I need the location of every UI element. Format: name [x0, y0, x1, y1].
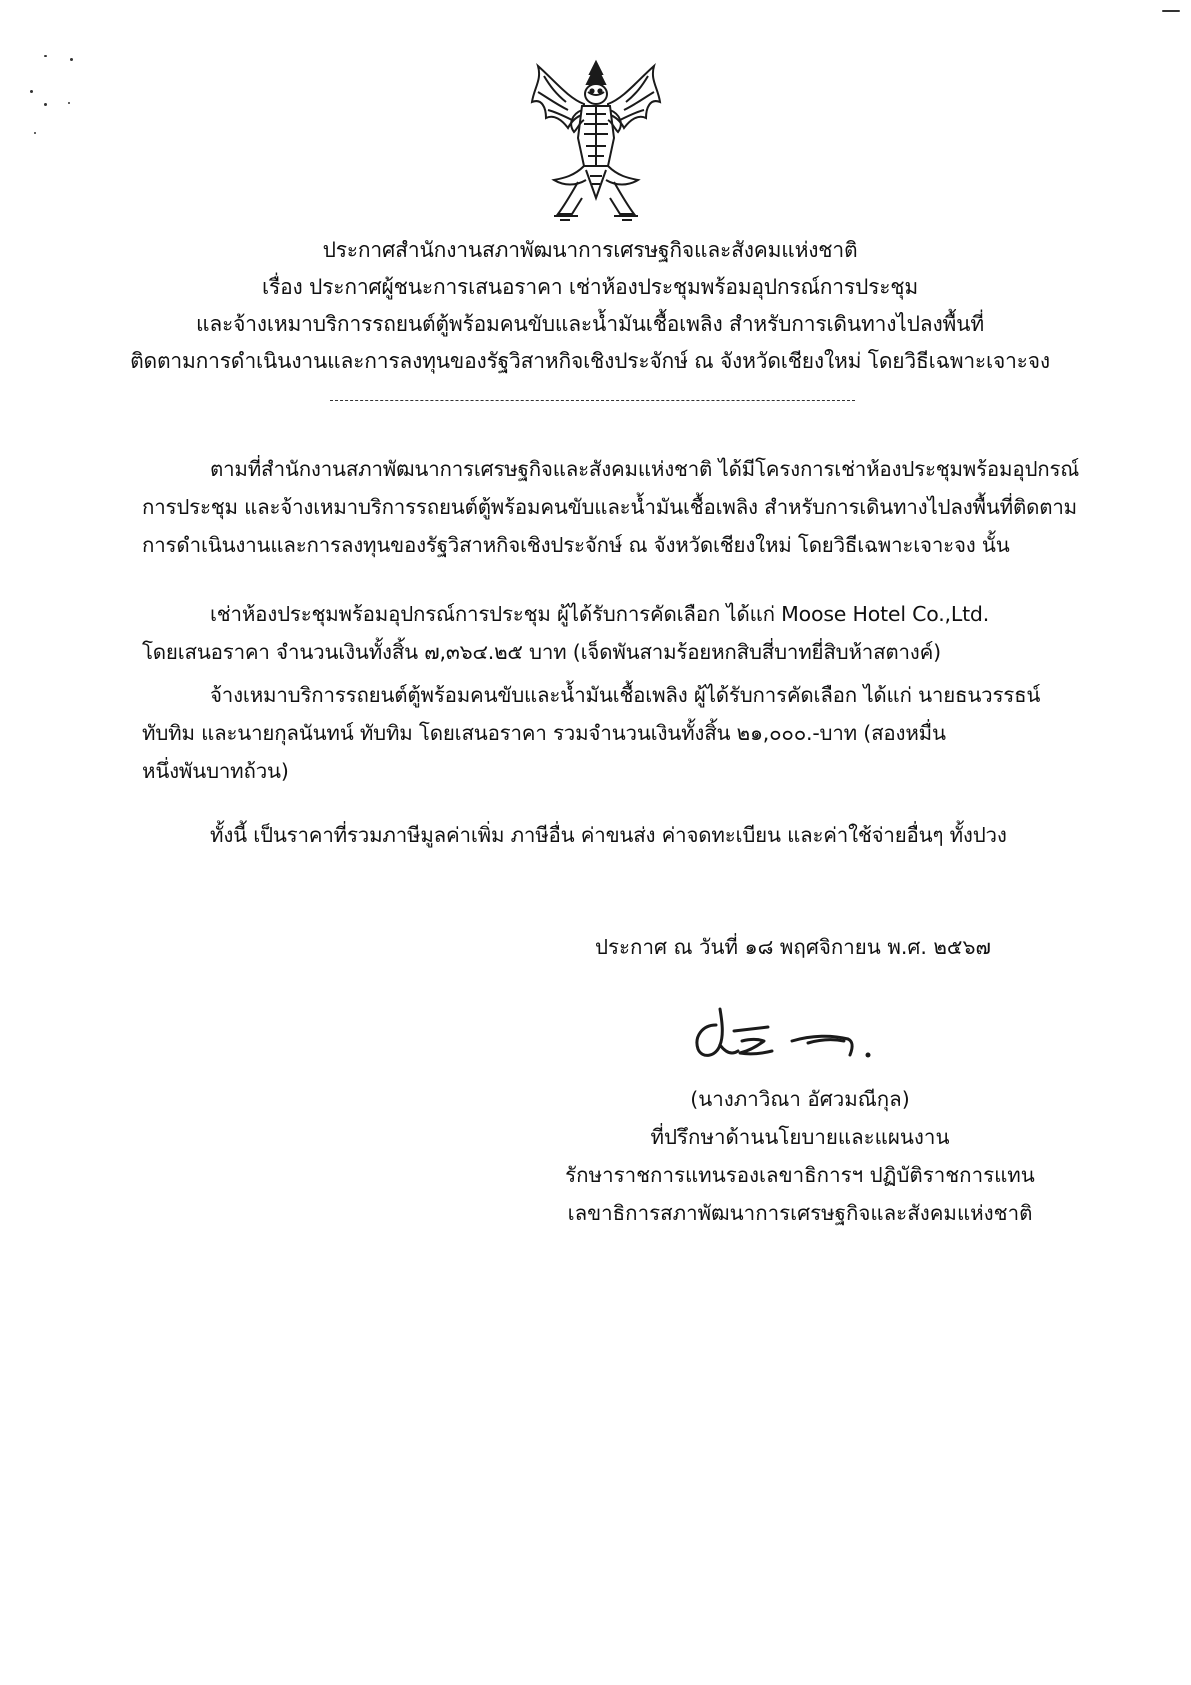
- header-subject-cont-1: และจ้างเหมาบริการรถยนต์ตู้พร้อมคนขับและน้ำมันเชื้อเพลิง สำหรับการเดินทางไปลงพื้นที่: [196, 312, 984, 336]
- text-line: โดยเสนอราคา จำนวนเงินทั้งสิ้น ๗,๓๖๔.๒๕ บาท (เจ็ดพันสามร้อยหกสิบสี่บาทยี่สิบห้าสตางค์): [142, 640, 941, 664]
- signer-position: ที่ปรึกษาด้านนโยบายและแผนงาน: [650, 1125, 950, 1149]
- handwritten-signature: [672, 995, 922, 1075]
- paragraph-price-inclusion: [142, 816, 1052, 854]
- garuda-emblem-icon: [524, 58, 669, 223]
- announcement-date: ประกาศ ณ วันที่ ๑๘ พฤศจิกายน พ.ศ. ๒๕๖๗: [595, 935, 991, 959]
- announcement-header: [120, 232, 1060, 380]
- text-line: ตามที่สำนักงานสภาพัฒนาการเศรษฐกิจและสังคมแห่งชาติ ได้มีโครงการเช่าห้องประชุมพร้อมอุปกรณ์: [210, 457, 1080, 481]
- paragraph-meeting-room-award: [142, 595, 1052, 671]
- text-line: ทั้งนี้ เป็นราคาที่รวมภาษีมูลค่าเพิ่ม ภาษีอื่น ค่าขนส่ง ค่าจดทะเบียน และค่าใช้จ่ายอื่นๆ ทั้งปวง: [210, 823, 1007, 847]
- signer-block: [560, 1080, 1040, 1232]
- header-subject-cont-2: ติดตามการดำเนินงานและการลงทุนของรัฐวิสาหกิจเชิงประจักษ์ ณ จังหวัดเชียงใหม่ โดยวิธีเฉพาะเจาะจง: [130, 349, 1050, 373]
- text-line: จ้างเหมาบริการรถยนต์ตู้พร้อมคนขับและน้ำมันเชื้อเพลิง ผู้ได้รับการคัดเลือก ได้แก่ นายธนวรรธน์: [210, 683, 1041, 707]
- header-subject: เรื่อง ประกาศผู้ชนะการเสนอราคา เช่าห้องประชุมพร้อมอุปกรณ์การประชุม: [262, 275, 918, 299]
- text-line: หนึ่งพันบาทถ้วน): [142, 759, 289, 783]
- text-line: เช่าห้องประชุมพร้อมอุปกรณ์การประชุม ผู้ได้รับการคัดเลือก ได้แก่ Moose Hotel Co.,Ltd.: [210, 602, 990, 626]
- text-line: การประชุม และจ้างเหมาบริการรถยนต์ตู้พร้อมคนขับและน้ำมันเชื้อเพลิง สำหรับการเดินทางไปลงพื้นที่ติดตาม: [142, 495, 1077, 519]
- text-line: ทับทิม และนายกุลนันทน์ ทับทิม โดยเสนอราคา รวมจำนวนเงินทั้งสิ้น ๒๑,๐๐๐.-บาท (สองหมื่น: [142, 721, 946, 745]
- signer-position: เลขาธิการสภาพัฒนาการเศรษฐกิจและสังคมแห่งชาติ: [567, 1201, 1033, 1225]
- text-line: การดำเนินงานและการลงทุนของรัฐวิสาหกิจเชิงประจักษ์ ณ จังหวัดเชียงใหม่ โดยวิธีเฉพาะเจาะจง นั้น: [142, 533, 1010, 557]
- paragraph-background: [142, 450, 1080, 564]
- paragraph-van-service-award: [142, 676, 1052, 790]
- header-divider: [330, 400, 855, 401]
- signer-name: (นางภาวิณา อัศวมณีกุล): [690, 1087, 910, 1111]
- signer-position: รักษาราชการแทนรองเลขาธิการฯ ปฏิบัติราชการแทน: [565, 1163, 1035, 1187]
- header-issuer: ประกาศสำนักงานสภาพัฒนาการเศรษฐกิจและสังคมแห่งชาติ: [322, 238, 858, 262]
